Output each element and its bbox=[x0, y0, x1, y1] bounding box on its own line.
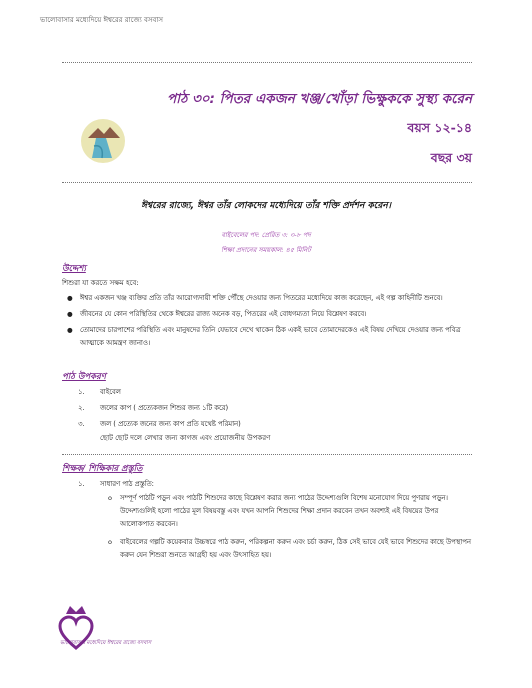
age-label: বয়স ১২-১৪ bbox=[407, 120, 472, 135]
objectives-intro: শিশুরা যা করতে সক্ষম হবে: bbox=[62, 279, 139, 287]
teacher-prep-heading: শিক্ষক/ শিক্ষিকার প্রস্তুতি bbox=[62, 464, 143, 474]
objective-item: ● তোমাদের চারপাশের পরিস্থিতি এবং মানুষদের তিনি যেভাবে দেখে থাকেন ঠিক একই ভাবে তোমাদেরকেও এই বিষয় দেখিয়ে দেওয়ার জন্য পবিত্র আত্মাকে আমন্ত্রণ জানাও। bbox=[62, 324, 472, 350]
materials-heading: পাঠ উপকরণ bbox=[62, 372, 106, 382]
materials-extra: ছোট ছোট দলে লেখার জন্য কাগজ এবং প্রয়োজনীয় উপকরণ bbox=[100, 434, 271, 442]
material-item bbox=[78, 386, 472, 399]
prep-sublist bbox=[100, 492, 472, 567]
lesson-theme: ঈশ্বরের রাজ্যে, ঈশ্বর তাঁর লোকদের মধ্যেদিয়ে তাঁর শক্তি প্রর্দশন করেন। bbox=[141, 201, 391, 211]
top-divider bbox=[62, 62, 472, 63]
prep-subitem: o বাইবেলের গল্পটি কয়েকবার উচ্চস্বরে পাঠ করুন, পরিকল্পনা করুন এবং চর্চা করুন, ঠিক সেই ভাবে যেই ভাবে শিশুদের কাছে উপস্থাপন করুন যেন শিশুরা শুনতে আগ্রহী হয় এবং উৎসাহিত হয়। bbox=[100, 536, 472, 562]
material-number: ২. bbox=[78, 404, 85, 412]
material-text: জলের কাপ ( প্রত্যেকজন শিশুর জন্য ১টি করে) bbox=[100, 404, 229, 412]
prep-main-item: সাধারণ পাঠ প্রস্তুতি: bbox=[100, 480, 154, 488]
prep-number: ১. bbox=[78, 480, 85, 488]
material-text: বাইবেল bbox=[100, 388, 121, 396]
material-item bbox=[78, 402, 472, 415]
objectives-heading: উদ্দেশ্য bbox=[62, 264, 86, 274]
materials-list bbox=[78, 386, 472, 434]
material-item bbox=[78, 418, 472, 431]
year-label: বছর ৩য় bbox=[430, 150, 472, 165]
prep-divider bbox=[62, 454, 472, 455]
middle-divider bbox=[62, 182, 472, 183]
prep-subitem: o সম্পূর্ণ পাঠটি পড়ুন এবং পাঠটি শিশুদের কাছে বিশ্লেষণ করার জন্য পাঠের উদ্দেশ্যগুলি বিশেষ মনোযোগ দিয়ে পুণরায় পড়ুন। উদ্দেশ্যগুলিই হলো পাঠের মূল বিষয়বস্তু এবং যখন আপনি শিশুদের শিক্ষা প্রদান করবেন তখন অবশ্যই এই বিষয়ের উপর আলোকপাত করবেন। bbox=[100, 492, 472, 531]
footer-tagline: ভালোবাসার মধ্যেদিয়ে ঈশ্বরের রাজ্যে বসবাস bbox=[60, 640, 152, 646]
objective-item: ● ঈশ্বর একজন খঞ্জ ব্যক্তির প্রতি তাঁর আরোগ্যদায়ী শক্তি পৌঁছে দেওয়ার জন্য পিতরের মধ্যেদিয়ে কাজ করেছেন, এই গল্প কাহিনীটি শুনবে। bbox=[62, 292, 472, 305]
material-text: জল ( প্রত্যেক জনের জন্য কাপ প্রতি যথেষ্ট পরিমান) bbox=[100, 420, 241, 428]
running-header: ভালোবাসার মধ্যেদিয়ে ঈশ্বরের রাজ্যে বসবাস bbox=[40, 16, 164, 24]
material-number: ১. bbox=[78, 388, 85, 396]
material-number: ৩. bbox=[78, 420, 85, 428]
lesson-title: পাঠ ৩০: পিতর একজন খঞ্জ/খোঁড়া ভিক্ষুককে সুস্থ্য করেন bbox=[166, 91, 472, 107]
objective-item: ● জীবনের যে কোন পরিস্থিতির থেকে ঈশ্বরের রাজ্য অনেক বড়, পিতরের এই বোধগম্যতা নিয়ে বিশ্লেষণ করবে। bbox=[62, 308, 472, 321]
objectives-list bbox=[62, 292, 472, 353]
teaching-time: শিক্ষা প্রদানের সময়কাল: ৪৫ মিনিট bbox=[221, 246, 311, 254]
mountain-river-icon bbox=[80, 118, 126, 164]
bible-passage: বাইবেলের পদ: প্রেরিত ৩: ৩-৮ পদ bbox=[221, 231, 311, 239]
